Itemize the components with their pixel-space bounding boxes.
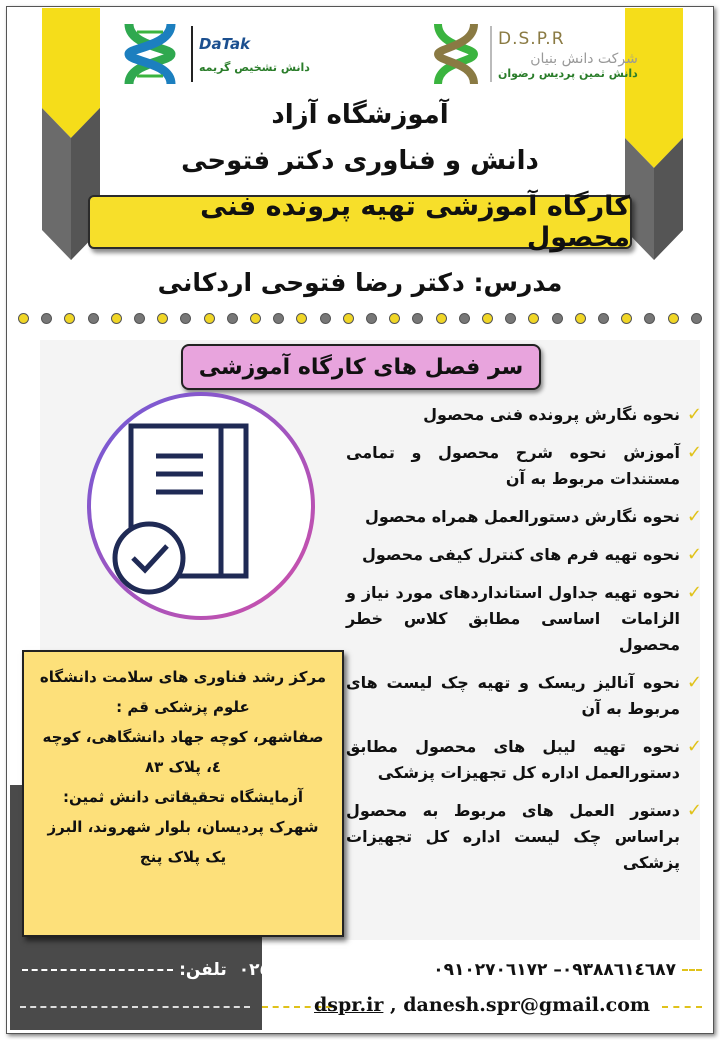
dot [273, 313, 284, 324]
list-item [346, 798, 702, 876]
website-link[interactable]: dspr.ir [314, 994, 384, 1016]
topic-text: نحوه نگارش پرونده فنی محصول [423, 405, 680, 424]
check-icon: ✓ [686, 544, 702, 565]
list-item [346, 580, 702, 658]
dot [227, 313, 238, 324]
dspr-line1: شرکت دانش بنیان [530, 50, 638, 67]
dot [41, 313, 52, 324]
contact-web-line [262, 990, 702, 1020]
phone-number: ٠٢٥٣٢٨٠٢١٦٢ [238, 960, 353, 980]
dot [157, 313, 168, 324]
workshop-title: کارگاه آموزشی تهیه پرونده فنی محصول [200, 191, 630, 253]
list-item [346, 440, 702, 492]
mobile-numbers: ٠٩٣٨٨٦١٤٦٨٧– ٠٩١٠٢٧٠٦١٧٢ [433, 960, 676, 980]
center-address: صفاشهر، کوچه جهاد دانشگاهی، کوچه ٤، پلاک ٨٣ [42, 728, 324, 776]
check-icon: ✓ [686, 800, 702, 821]
dot-divider [18, 311, 702, 325]
dot [88, 313, 99, 324]
dot [180, 313, 191, 324]
topic-text: نحوه تهیه لیبل های محصول مطابق دستورالعمل اداره کل تجهیزات پزشکی [346, 737, 680, 782]
topic-text: دستور العمل های مربوط به محصول براساس چک لیست اداره کل تجهیزات پزشکی [346, 801, 680, 872]
dot [575, 313, 586, 324]
topic-text: نحوه آنالیز ریسک و تهیه چک لیست های مربوط به آن [346, 673, 680, 718]
list-item [346, 670, 702, 722]
check-icon: ✓ [686, 404, 702, 425]
topics-list [346, 402, 702, 888]
dot [64, 313, 75, 324]
dot [296, 313, 307, 324]
dot [552, 313, 563, 324]
section-title: سر فصل های کارگاه آموزشی [198, 354, 524, 380]
dot [18, 313, 29, 324]
topic-text: آموزش نحوه شرح محصول و تمامی مستندات مربوط به آن [346, 443, 680, 488]
phone-label: تلفن: [179, 960, 227, 980]
left-ribbon [42, 8, 94, 260]
dot [343, 313, 354, 324]
dot [621, 313, 632, 324]
dot [598, 313, 609, 324]
dot [320, 313, 331, 324]
dash-divider [20, 1006, 250, 1008]
list-item [346, 734, 702, 786]
dot [644, 313, 655, 324]
section-title-box [181, 344, 541, 390]
dspr-name: D.S.P.R [498, 28, 565, 49]
center-title: مرکز رشد فناوری های سلامت دانشگاه [39, 668, 327, 686]
dot [111, 313, 122, 324]
dot [528, 313, 539, 324]
dot [691, 313, 702, 324]
dash-divider [22, 969, 173, 971]
center-title-2: علوم پزشکی قم : [116, 698, 250, 716]
dot [412, 313, 423, 324]
workshop-title-box [88, 191, 632, 253]
dot [482, 313, 493, 324]
dot [389, 313, 400, 324]
institute-title: آموزشگاه آزاد [271, 100, 449, 130]
dot [134, 313, 145, 324]
topic-text: نحوه تهیه جداول استانداردهای مورد نیاز و الزامات اساسی مطابق کلاس خطر محصول [346, 583, 680, 654]
dash-divider [682, 969, 702, 971]
datak-logo [115, 18, 310, 90]
mobile-label: همراه: [364, 960, 422, 980]
list-item [346, 402, 702, 428]
dna-helix-icon [428, 18, 484, 90]
check-icon: ✓ [686, 442, 702, 463]
check-icon: ✓ [686, 736, 702, 757]
list-item [346, 542, 702, 568]
dot [505, 313, 516, 324]
check-icon: ✓ [686, 672, 702, 693]
datak-subtitle: دانش تشخیص گریمه [199, 60, 310, 74]
check-icon: ✓ [686, 506, 702, 527]
check-icon: ✓ [686, 582, 702, 603]
phone-line [22, 957, 702, 983]
lab-title: آزمایشگاه تحقیقاتی دانش ثمین: [62, 788, 304, 806]
email-address[interactable]: danesh.spr@gmail.com [403, 994, 650, 1016]
topic-text: نحوه تهیه فرم های کنترل کیفی محصول [361, 545, 680, 564]
dspr-line2: دانش ثمین پردیس رضوان [498, 66, 638, 80]
dot [668, 313, 679, 324]
topic-text: نحوه نگارش دستورالعمل همراه محصول [365, 507, 680, 526]
dot [366, 313, 377, 324]
document-check-icon [81, 386, 321, 626]
lab-address: شهرک پردیسان، بلوار شهروند، البرز یک پلاک پنج [47, 818, 319, 866]
dot [250, 313, 261, 324]
dot [459, 313, 470, 324]
instructor-line: مدرس: دکتر رضا فتوحی اردکانی [157, 268, 563, 297]
list-item [346, 504, 702, 530]
dna-helix-icon [115, 18, 185, 90]
dot [436, 313, 447, 324]
separator: , [383, 994, 404, 1016]
dot [204, 313, 215, 324]
address-box [22, 650, 344, 937]
institute-subtitle: دانش و فناوری دکتر فتوحی [181, 146, 539, 176]
dspr-logo [428, 18, 638, 90]
datak-name: DaTak [199, 34, 251, 53]
